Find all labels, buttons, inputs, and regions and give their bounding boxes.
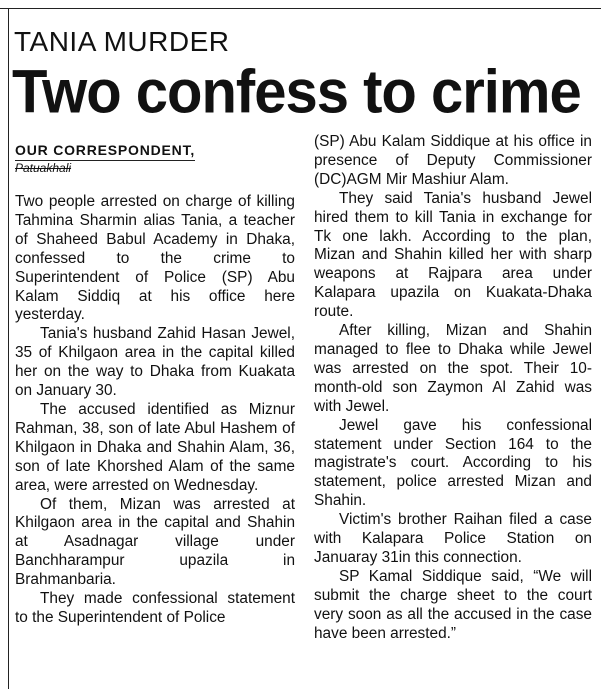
paragraph: After killing, Mizan and Shahin managed to flee to Dhaka while Jewel was arrested on the spot. Their 10-month-old son Zaymon Al Zahid was with Jewel. [314, 322, 592, 415]
paragraph: Tania's husband Zahid Hasan Jewel, 35 of Khilgaon area in the capital killed her on the way to Dhaka from Kuakata on January 30. [15, 325, 295, 400]
paragraph: They made confessional statement to the Superintendent of Police [15, 590, 295, 626]
paragraph: Victim's brother Raihan filed a case with Kalapara Police Station on Januaray 31in this connection. [314, 511, 592, 566]
paragraph: (SP) Abu Kalam Siddique at his office in presence of Deputy Commissioner (DC)AGM Mir Mashiur Alam. [314, 133, 592, 188]
paragraph: SP Kamal Siddique said, “We will submit the charge sheet to the court very soon as all the accused in the case have been arrested.” [314, 567, 592, 642]
left-rule [8, 8, 9, 689]
byline: OUR CORRESPONDENT, [15, 141, 195, 161]
article-column-right [314, 133, 592, 643]
article-headline: Two confess to crime [12, 57, 581, 127]
paragraph: Of them, Mizan was arrested at Khilgaon area in the capital and Shahin at Asadnagar village under Banchharampur upazila in Brahmanbaria. [15, 495, 295, 589]
paragraph: They said Tania's husband Jewel hired them to kill Tania in exchange for Tk one lakh. According to the plan, Mizan and Shahin killed her with sharp weapons at Rajpara area under Kalapara upazila on Kuakata-Dhaka route. [314, 189, 592, 321]
article-kicker: TANIA MURDER [14, 26, 230, 57]
dateline: Patuakhali [15, 161, 72, 175]
paragraph: Two people arrested on charge of killing Tahmina Sharmin alias Tania, a teacher of Shaheed Babul Academy in Dhaka, confessed to the crime to Superintendent of Police (SP) Abu Kalam Siddiq at his office here yesterday. [15, 193, 295, 324]
paragraph: Jewel gave his confessional statement under Section 164 to the magistrate's court. According to his statement, police arrested Mizan and Shahin. [314, 416, 592, 510]
article-column-left [15, 141, 295, 628]
top-rule [0, 8, 601, 9]
paragraph: The accused identified as Miznur Rahman, 38, son of late Abul Hashem of Khilgaon in Dhaka and Shahin Alam, 36, son of late Khorshed Alam of the same area, were arrested on Wednesday. [15, 400, 295, 494]
